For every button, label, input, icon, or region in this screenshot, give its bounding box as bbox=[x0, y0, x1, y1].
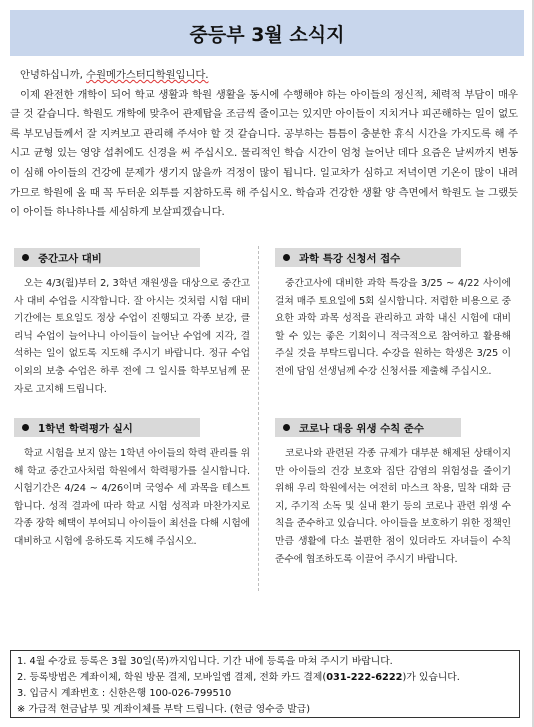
section-body: 오는 4/3(월)부터 2, 3학년 재원생을 대상으로 중간고사 대비 수업을 시작합니다. 잘 아시는 것처럼 시험 대비 기간에는 토요일도 정상 수업이 진행되고 각종 보강, 클리닉 수업이 늘어나니 아이들이 늘어난 수업에 지각, 결석하는 일이 없도록 지도해 주시기 바랍니다. 정규 수업 이외의 보충 수업은 하루 전에 그 일시를 학부모님께 문자로 고지해 드립니다. bbox=[14, 278, 250, 395]
section-special-lecture bbox=[275, 248, 511, 381]
notice-line-4: ※ 가급적 현금납부 및 계좌이체를 부탁 드립니다. (현금 영수증 발급) bbox=[17, 704, 311, 715]
section-covid bbox=[275, 418, 511, 568]
intro-paragraph bbox=[10, 66, 518, 223]
section-midterm bbox=[14, 248, 250, 398]
bullet-icon bbox=[283, 254, 290, 261]
bullet-icon bbox=[283, 424, 290, 431]
section-body: 중간고사에 대비한 과학 특강을 3/25 ~ 4/22 사이에 걸쳐 매주 토요일에 5회 실시합니다. 저렴한 비용으로 중요한 과학 과목 성적을 관리하고 과학 내신 시험에 대비할 수 있는 좋은 기회이니 적극적으로 참여하고 활용해 주실 것을 부탁드립니다. 수강을 원하는 학생은 3/25 이전에 담임 선생님께 수강 신청서를 제출해 주십시오. bbox=[275, 278, 511, 377]
bullet-icon bbox=[22, 254, 29, 261]
notice-line-3: 3. 입금시 계좌번호 : 신한은행 100-026-799510 bbox=[17, 688, 232, 699]
intro-body: 이제 완전한 개학이 되어 학교 생활과 학원 생활을 동시에 수행해야 하는 아이들의 정신적, 체력적 부담이 매우 클 것 같습니다. 학원도 개학에 맞추어 관제탑을 조금씩 줄이고는 있지만 아이들이 지치거나 피곤해하는 일이 없도록 부모님들께서 잘 지켜보고 관리해 주셔야 할 것 같습니다. 공부하는 틈틈이 충분한 휴식 시간을 가지도록 해 주시고 균형 있는 영양 섭취에도 신경을 써 주십시오. 물리적인 학습 시간이 엄청 늘어난 데다 요즘은 날씨까지 변동이 심해 아이들의 건강에 문제가 생기지 않을까 걱정이 많이 됩니다. 일교차가 심하고 저녁이면 기온이 많이 내려가므로 학원에 올 때 꼭 두터운 외투를 지참하도록 해 주십시오. 학습과 건강한 생활 양 측면에서 학원도 늘 그랬듯이 아이들 하나하나를 세심하게 보살피겠습니다. bbox=[10, 88, 518, 219]
page-title: 중등부 3월 소식지 bbox=[10, 10, 524, 56]
notice-box bbox=[10, 650, 520, 718]
bullet-icon bbox=[22, 424, 29, 431]
column-divider bbox=[258, 246, 259, 591]
section-body: 코로나와 관련된 각종 규제가 대부분 해제된 상태이지만 아이들의 건강 보호와 집단 감염의 위험성을 줄이기 위해 우리 학원에서는 여전히 마스크 착용, 밀착 대화 금지, 주기적 소독 및 실내 환기 등의 코로나 관련 위생 수칙을 준수하고 있습니다. 아이들을 보호하기 위한 정책인 만큼 생활에 다소 불편한 점이 있더라도 자녀들이 수칙 준수에 협조하도록 이끌어 주시기 바랍니다. bbox=[275, 448, 511, 565]
section-heading: 코로나 대응 위생 수칙 준수 bbox=[275, 418, 461, 437]
phone-number: 031-222-6222 bbox=[326, 672, 403, 683]
academy-name: 수원메가스터디학원입니다. bbox=[86, 69, 209, 81]
section-heading: 중간고사 대비 bbox=[14, 248, 200, 267]
intro-greeting: 안녕하십니까, bbox=[20, 69, 87, 81]
notice-line-2: 2. 등록방법은 계좌이체, 학원 방문 결제, 모바일앱 결제, 전화 카드 결제(031-222-6222)가 있습니다. bbox=[17, 672, 460, 683]
notice-line-1: 1. 4월 수강료 등록은 3월 30일(목)까지입니다. 기간 내에 등록을 마쳐 주시기 바랍니다. bbox=[17, 656, 393, 667]
section-body: 학교 시험을 보지 않는 1학년 아이들의 학력 관리를 위해 학교 중간고사처럼 학원에서 학력평가를 실시합니다. 시험기간은 4/24 ~ 4/26이며 국영수 세 과목을 테스트합니다. 성적 결과에 따라 학교 시험 성적과 마찬가지로 각종 장학 혜택이 부여되니 아이들이 최선을 다해 시험에 대비하고 시험에 응하도록 지도해 주십시오. bbox=[14, 448, 250, 547]
section-heading: 과학 특강 신청서 접수 bbox=[275, 248, 461, 267]
section-heading: 1학년 학력평가 실시 bbox=[14, 418, 200, 437]
section-assessment bbox=[14, 418, 250, 551]
